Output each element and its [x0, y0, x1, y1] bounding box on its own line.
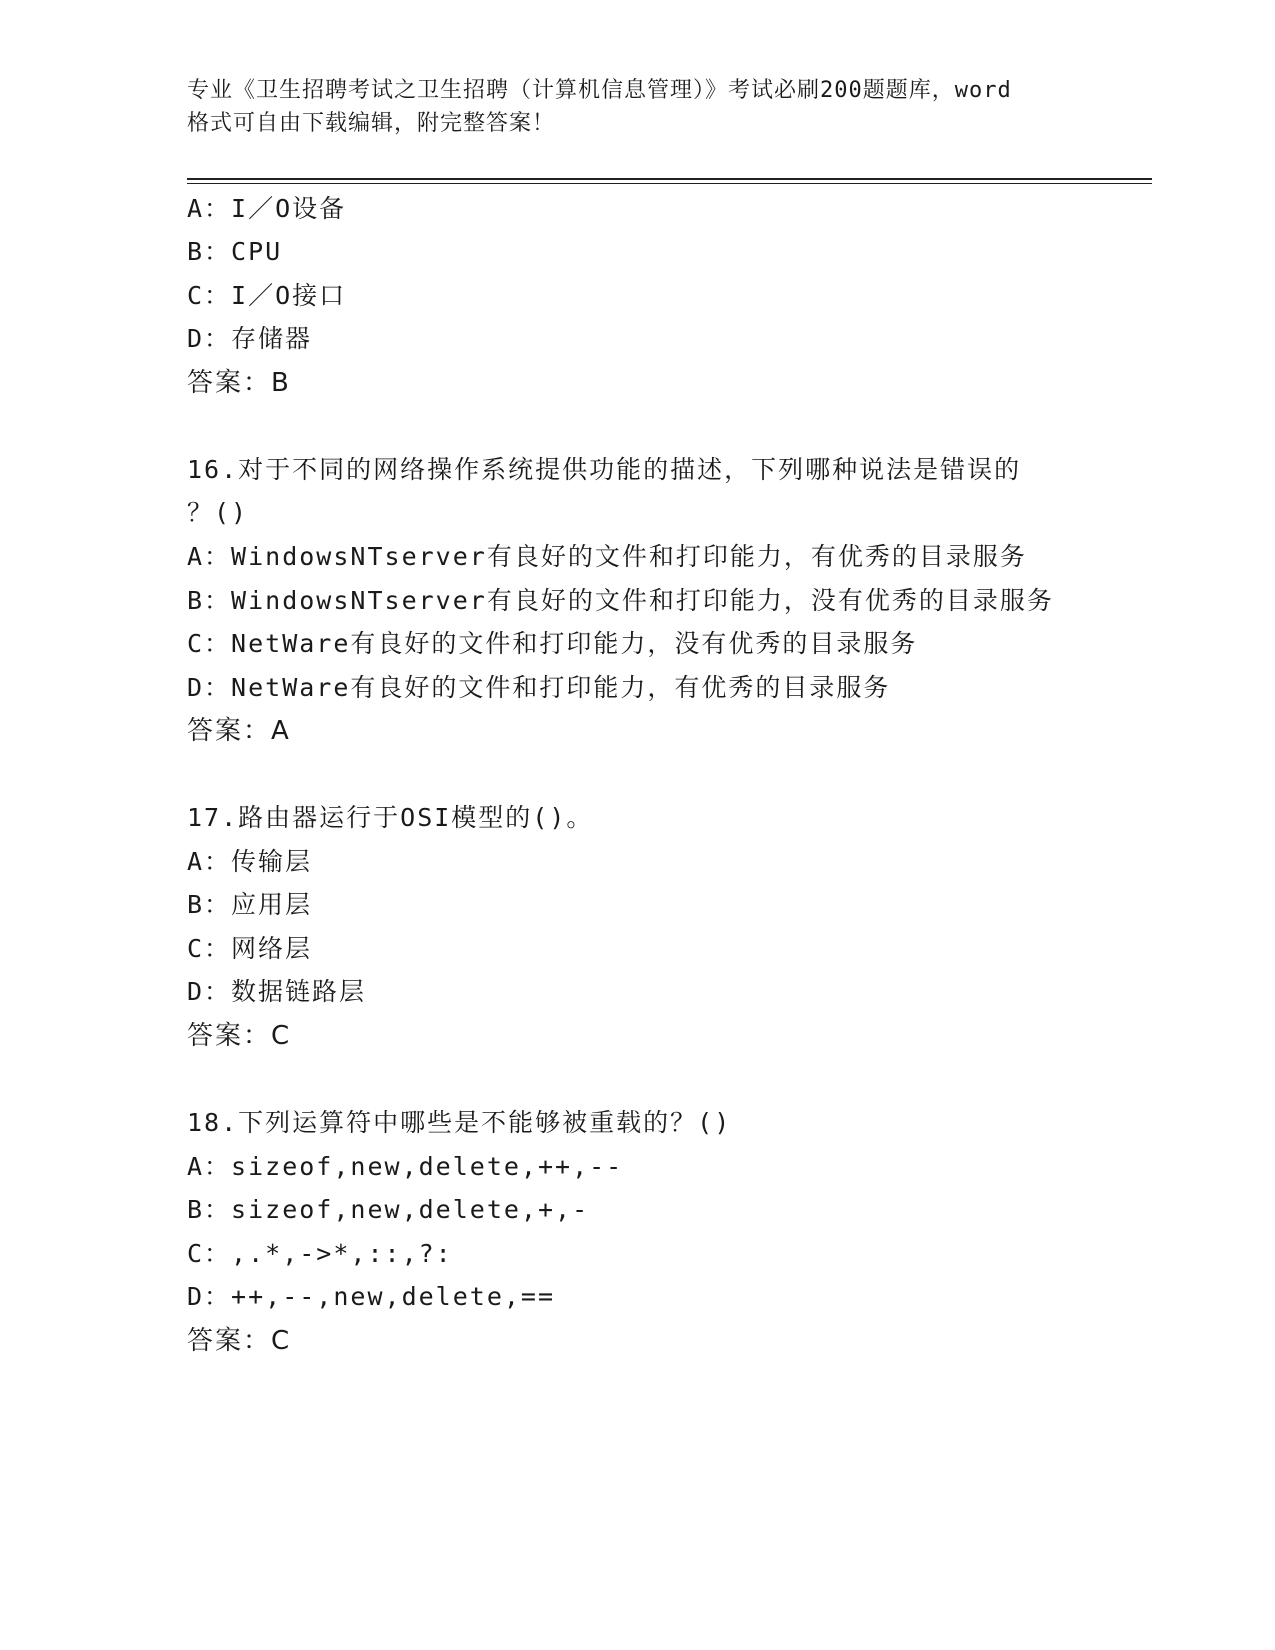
- q16-option-a: A：WindowsNTserver有良好的文件和打印能力，有优秀的目录服务: [187, 542, 1027, 571]
- q18-option-a: A：sizeof,new,delete,++,--: [187, 1152, 624, 1181]
- q17-option-b: B：应用层: [187, 890, 313, 919]
- q16-option-d: D：NetWare有良好的文件和打印能力，有优秀的目录服务: [187, 673, 891, 702]
- q15-option-b: B：CPU: [187, 237, 283, 266]
- header-rule-thin: [187, 183, 1152, 184]
- q17-option-c: C：网络层: [187, 934, 313, 963]
- q18-option-c: C：,.*,->*,::,?:: [187, 1239, 453, 1268]
- q15-option-a: A：I／O设备: [187, 194, 347, 223]
- q16-stem-line-1: 16.对于不同的网络操作系统提供功能的描述，下列哪种说法是错误的: [187, 455, 1022, 484]
- q15-answer: 答案：B: [187, 368, 291, 398]
- q18-option-d: D：++,--,new,delete,==: [187, 1282, 556, 1311]
- q18-option-b: B：sizeof,new,delete,+,-: [187, 1195, 590, 1224]
- header-rule-thick: [187, 178, 1152, 180]
- q15-option-c: C：I／O接口: [187, 281, 347, 310]
- q17-option-d: D：数据链路层: [187, 977, 367, 1006]
- q16-option-c: C：NetWare有良好的文件和打印能力，没有优秀的目录服务: [187, 629, 918, 658]
- q17-option-a: A：传输层: [187, 847, 313, 876]
- q17-stem: 17.路由器运行于OSI模型的()。: [187, 803, 594, 832]
- header-line-1: 专业《卫生招聘考试之卫生招聘（计算机信息管理）》考试必刷200题题库，word: [187, 78, 1012, 103]
- q17-answer: 答案：C: [187, 1021, 292, 1051]
- document-header: [187, 74, 1087, 140]
- q18-stem: 18.下列运算符中哪些是不能够被重载的？(): [187, 1108, 732, 1137]
- header-line-2: 格式可自由下载编辑，附完整答案！: [187, 111, 556, 136]
- q16-answer: 答案：A: [187, 716, 291, 746]
- q16-stem-line-2: ？(): [187, 498, 249, 527]
- q16-option-b: B：WindowsNTserver有良好的文件和打印能力，没有优秀的目录服务: [187, 586, 1054, 615]
- q18-answer: 答案：C: [187, 1326, 292, 1356]
- q15-option-d: D：存储器: [187, 324, 313, 353]
